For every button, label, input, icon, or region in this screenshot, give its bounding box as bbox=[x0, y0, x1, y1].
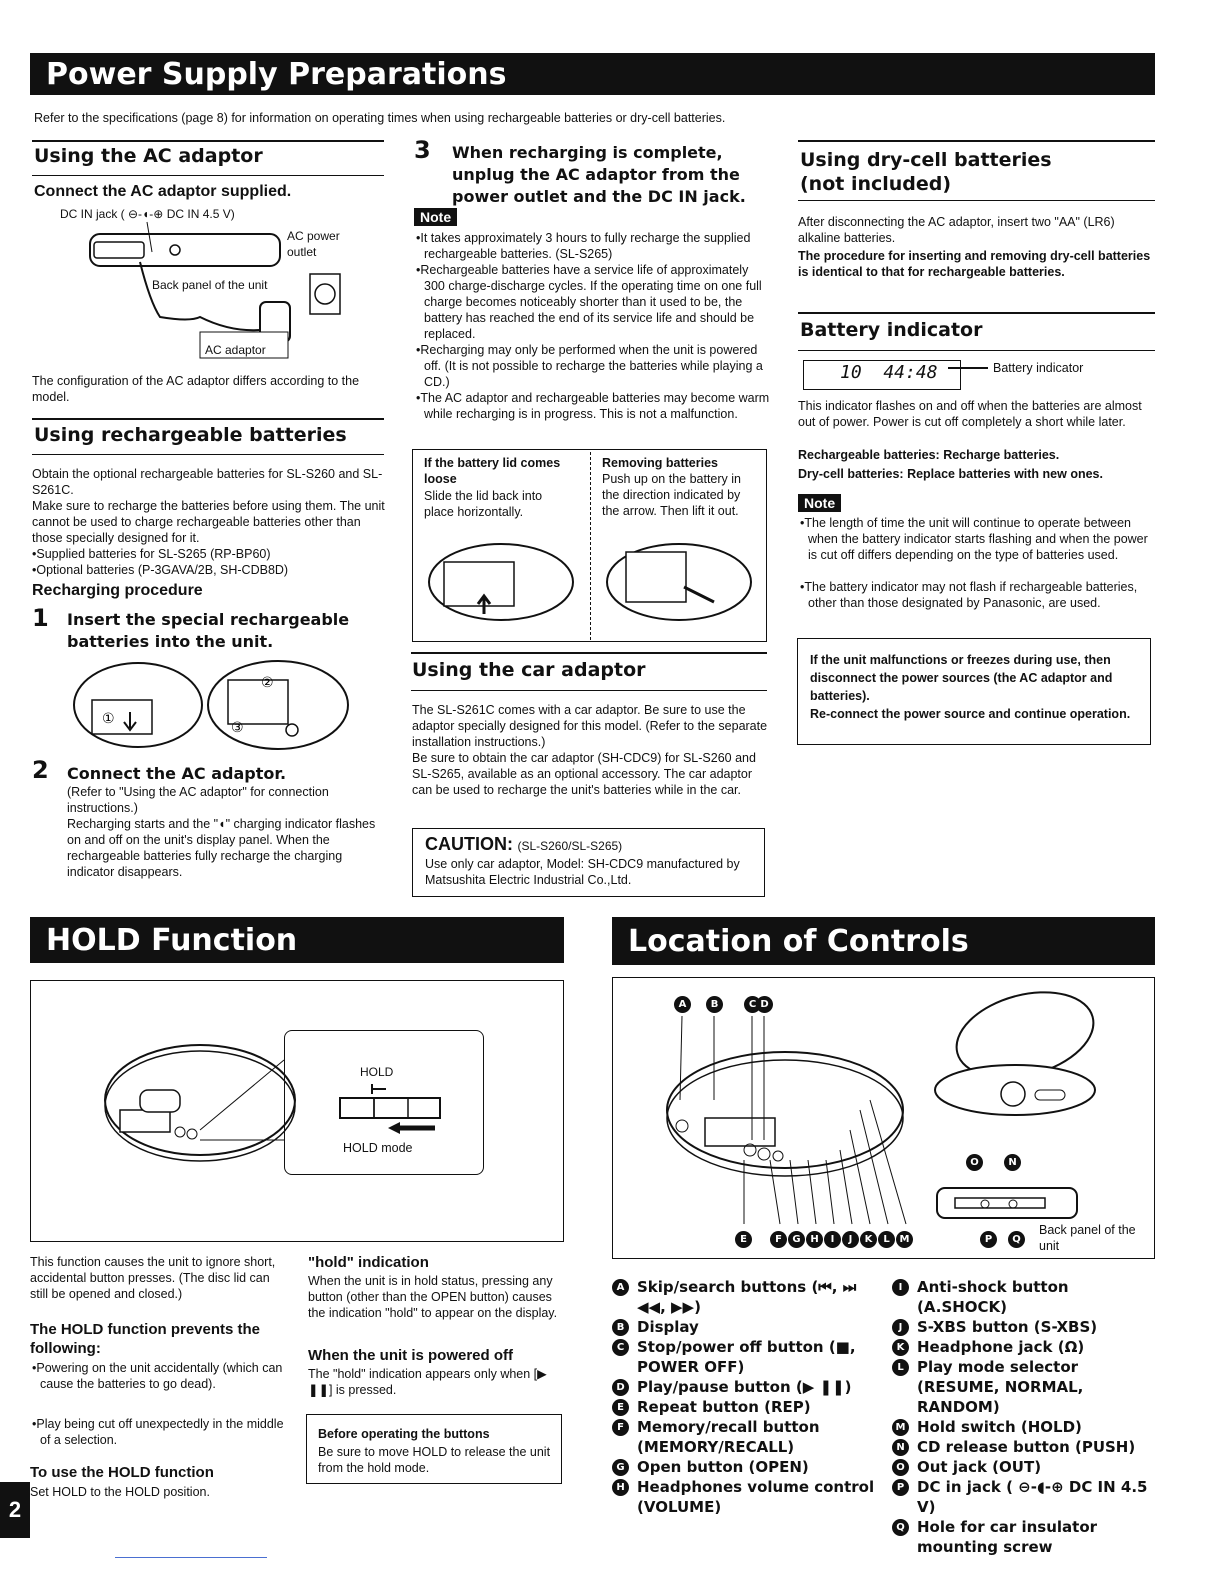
marker-b: B bbox=[706, 996, 723, 1013]
step-3-note-3: •Recharging may only be performed when the unit is powered off. (It is not possible to recharge the batteries while playing a CD.) bbox=[416, 343, 763, 389]
hold-switch-label: HOLD bbox=[360, 1065, 394, 1079]
battery-note-2: •The battery indicator may not flash if rechargeable batteries, other than those designated by Panasonic, are used. bbox=[800, 580, 1138, 610]
location-banner bbox=[612, 917, 1155, 965]
malfunction-text-2: Re-connect the power source and continue operation. bbox=[810, 707, 1131, 721]
marker-e: E bbox=[735, 1231, 752, 1248]
powered-off-text: The "hold" indication appears only when [▶ ❚❚] is pressed. bbox=[308, 1367, 547, 1397]
control-item: C Stop/power off button (■, POWER OFF) bbox=[612, 1337, 882, 1377]
controls-list-right bbox=[892, 1277, 1154, 1557]
hold-indication-heading: "hold" indication bbox=[308, 1254, 429, 1271]
ac-adaptor-label: AC adaptor bbox=[205, 343, 266, 357]
rechargeable-p2: Make sure to recharge the batteries before using them. The unit cannot be used to charge rechargeable batteries other than those specially designed for it. bbox=[32, 499, 385, 545]
battery-indicator-text-2: Rechargeable batteries: Recharge batteries. bbox=[798, 448, 1060, 462]
page-number: 2 bbox=[0, 1482, 30, 1538]
ac-heading: Using the AC adaptor bbox=[34, 145, 263, 167]
marker-f: F bbox=[770, 1231, 787, 1248]
powered-off-heading: When the unit is powered off bbox=[308, 1347, 513, 1364]
divider bbox=[32, 140, 384, 142]
car-adaptor-text-2: Be sure to obtain the car adaptor (SH-CDC9) for SL-S260 and SL-S265, available as an optional accessory. The car adaptor can be used to recharge the unit's batteries while in the car. bbox=[412, 751, 756, 797]
control-item: O Out jack (OUT) bbox=[892, 1457, 1154, 1477]
rechargeable-bullet-1: •Supplied batteries for SL-S265 (RP-BP60) bbox=[32, 547, 271, 561]
divider bbox=[32, 454, 384, 455]
svg-text:②: ② bbox=[261, 675, 274, 691]
controls-list-left bbox=[612, 1277, 882, 1517]
back-panel-label: Back panel of the unit bbox=[1039, 1223, 1136, 1253]
lid-illustration bbox=[426, 542, 576, 622]
step-3-note-2: •Rechargeable batteries have a service life of approximately 300 charge-discharge cycles. If the operating time on one full charge becomes noticeably shorter than it used to be, the battery has reached the end of its service life and should be replaced. bbox=[416, 263, 762, 341]
malfunction-text-1: If the unit malfunctions or freezes during use, then disconnect the power sources (the AC adaptor and batteries). bbox=[810, 653, 1113, 703]
power-intro: Refer to the specifications (page 8) for information on operating times when using rechargeable batteries or dry-cell batteries. bbox=[34, 111, 726, 125]
remove-battery-illustration bbox=[604, 542, 754, 622]
control-item: M Hold switch (HOLD) bbox=[892, 1417, 1154, 1437]
ac-subheading: Connect the AC adaptor supplied. bbox=[34, 183, 292, 200]
before-operating-title: Before operating the buttons bbox=[318, 1427, 490, 1441]
divider bbox=[798, 200, 1155, 201]
back-panel-label: Back panel of the unit bbox=[152, 278, 268, 292]
removing-batteries-text: Push up on the battery in the direction indicated by the arrow. Then lift it out. bbox=[602, 472, 741, 518]
svg-text:③: ③ bbox=[231, 720, 244, 736]
rechargeable-p1: Obtain the optional rechargeable batteries for SL-S260 and SL-S261C. bbox=[32, 467, 383, 497]
ac-config-note: The configuration of the AC adaptor differs according to the model. bbox=[32, 374, 360, 404]
controls-open-unit-illustration bbox=[935, 990, 1115, 1120]
battery-indicator-text-3: Dry-cell batteries: Replace batteries with new ones. bbox=[798, 467, 1103, 481]
power-supply-banner bbox=[30, 53, 1155, 95]
marker-m: M bbox=[896, 1231, 913, 1248]
step-3-title: When recharging is complete, unplug the AC adaptor from the power outlet and the DC IN jack. bbox=[452, 143, 746, 206]
battery-insert-illustration bbox=[68, 660, 358, 756]
hold-text-1: This function causes the unit to ignore short, accidental button presses. (The disc lid can still be opened and closed.) bbox=[30, 1255, 276, 1301]
battery-indicator-line bbox=[948, 367, 988, 369]
rechargeable-bullet-2: •Optional batteries (P-3GAVA/2B, SH-CDB8D) bbox=[32, 563, 289, 577]
battery-indicator-label: Battery indicator bbox=[993, 361, 1084, 375]
divider bbox=[411, 652, 767, 654]
battery-note-1: •The length of time the unit will continue to operate between when the battery indicator starts flashing and when the power is cut off differs depending on the type of batteries used. bbox=[800, 516, 1148, 562]
battery-indicator-heading: Battery indicator bbox=[800, 319, 983, 341]
control-item: D Play/pause button (▶ ❚❚) bbox=[612, 1377, 882, 1397]
to-use-hold-text: Set HOLD to the HOLD position. bbox=[30, 1485, 210, 1499]
dry-cell-heading: Using dry-cell batteries (not included) bbox=[800, 149, 1052, 195]
control-item: B Display bbox=[612, 1317, 882, 1337]
callout-lines bbox=[200, 1030, 290, 1150]
svg-text:①: ① bbox=[102, 711, 115, 727]
control-item: K Headphone jack (Ω) bbox=[892, 1337, 1154, 1357]
marker-q: Q bbox=[1008, 1231, 1025, 1248]
divider bbox=[798, 312, 1155, 314]
marker-j: J bbox=[842, 1231, 859, 1248]
hold-prevent-1: •Powering on the unit accidentally (which can cause the batteries to go dead). bbox=[32, 1361, 283, 1391]
hold-indication-text: When the unit is in hold status, pressing any button (other than the OPEN button) causes the indication "hold" to appear on the display. bbox=[308, 1274, 558, 1320]
dry-cell-text-2: The procedure for inserting and removing dry-cell batteries is identical to that for rechargeable batteries. bbox=[798, 249, 1151, 279]
caution-label: CAUTION: bbox=[425, 834, 513, 854]
marker-d: D bbox=[756, 996, 773, 1013]
step-2-text-2: Recharging starts and the "◖" charging indicator flashes on and off on the unit's display panel. When the rechargeable batteries fully recharge the charging indicator disappears. bbox=[67, 817, 376, 879]
divider bbox=[798, 350, 1155, 351]
hold-prevents: The HOLD function prevents the following: bbox=[30, 1321, 261, 1357]
divider bbox=[32, 418, 384, 420]
step-2-text-1: (Refer to "Using the AC adaptor" for connection instructions.) bbox=[67, 785, 329, 815]
caution-heading bbox=[425, 834, 622, 855]
rechargeable-heading: Using rechargeable batteries bbox=[34, 424, 347, 446]
control-item: J S-XBS button (S-XBS) bbox=[892, 1317, 1154, 1337]
control-item: F Memory/recall button (MEMORY/RECALL) bbox=[612, 1417, 882, 1457]
location-banner-title: Location of Controls bbox=[628, 923, 969, 959]
step-1-number: 1 bbox=[32, 604, 49, 632]
footer-line bbox=[115, 1557, 267, 1558]
caution-text: Use only car adaptor, Model: SH-CDC9 manufactured by Matsushita Electric Industrial Co.,Ltd. bbox=[425, 857, 740, 887]
box-divider bbox=[590, 452, 591, 640]
control-item: N CD release button (PUSH) bbox=[892, 1437, 1154, 1457]
step-1-title: Insert the special rechargeable batteries into the unit. bbox=[67, 610, 350, 651]
battery-indicator-text-1: This indicator flashes on and off when the batteries are almost out of power. Power is cut off completely a short while later. bbox=[798, 399, 1142, 429]
hold-mode-label: HOLD mode bbox=[343, 1141, 413, 1155]
step-3-note-1: •It takes approximately 3 hours to fully recharge the supplied rechargeable batteries. (SL-S265) bbox=[416, 231, 751, 261]
marker-g: G bbox=[788, 1231, 805, 1248]
divider bbox=[798, 140, 1155, 142]
marker-a: A bbox=[674, 996, 691, 1013]
banner-title: Power Supply Preparations bbox=[46, 56, 507, 92]
note-badge: Note bbox=[798, 494, 841, 513]
control-item: I Anti-shock button (A.SHOCK) bbox=[892, 1277, 1154, 1317]
hold-banner-title: HOLD Function bbox=[46, 922, 298, 958]
control-item: G Open button (OPEN) bbox=[612, 1457, 882, 1477]
car-adaptor-text-1: The SL-S261C comes with a car adaptor. Be sure to use the adaptor specially designed for this model. (Refer to the separate installation instructions.) bbox=[412, 703, 768, 749]
marker-k: K bbox=[860, 1231, 877, 1248]
outlet-label: AC power outlet bbox=[287, 229, 340, 259]
recharging-procedure-heading: Recharging procedure bbox=[32, 582, 203, 599]
marker-i: I bbox=[824, 1231, 841, 1248]
step-3-note-4: •The AC adaptor and rechargeable batteries may become warm while recharging is in progress. This is not a malfunction. bbox=[416, 391, 770, 421]
control-item: H Headphones volume control (VOLUME) bbox=[612, 1477, 882, 1517]
divider bbox=[411, 690, 767, 691]
before-operating-text: Be sure to move HOLD to release the unit from the hold mode. bbox=[318, 1445, 551, 1475]
control-item: Q Hole for car insulator mounting screw bbox=[892, 1517, 1154, 1557]
lid-loose-title: If the battery lid comes loose bbox=[424, 456, 561, 486]
control-item: A Skip/search buttons (⏮, ⏭ ◀◀, ▶▶) bbox=[612, 1277, 882, 1317]
dcin-label: DC IN jack ( ⊖-◖-⊕ DC IN 4.5 V) bbox=[60, 207, 235, 221]
control-item: P DC in jack ( ⊖-◖-⊕ DC IN 4.5 V) bbox=[892, 1477, 1154, 1517]
step-2-number: 2 bbox=[32, 756, 49, 784]
car-adaptor-heading: Using the car adaptor bbox=[412, 659, 646, 681]
removing-batteries-title: Removing batteries bbox=[602, 456, 719, 470]
step-3-number: 3 bbox=[414, 136, 431, 164]
step-2-title: Connect the AC adaptor. bbox=[67, 764, 287, 783]
note-badge: Note bbox=[414, 208, 457, 227]
marker-c: C bbox=[744, 996, 761, 1013]
controls-leader-lines bbox=[640, 1010, 940, 1240]
battery-display-readout: 10 44:48 bbox=[840, 362, 938, 383]
lid-loose-text: Slide the lid back into place horizontally. bbox=[424, 489, 543, 519]
hold-banner bbox=[30, 917, 564, 963]
dry-cell-text-1: After disconnecting the AC adaptor, insert two "AA" (LR6) alkaline batteries. bbox=[798, 215, 1115, 245]
control-item: E Repeat button (REP) bbox=[612, 1397, 882, 1417]
hold-switch-illustration bbox=[330, 1080, 450, 1140]
marker-o: O bbox=[966, 1154, 983, 1171]
marker-l: L bbox=[878, 1231, 895, 1248]
marker-h: H bbox=[806, 1231, 823, 1248]
divider bbox=[32, 175, 384, 176]
control-item: L Play mode selector (RESUME, NORMAL, RANDOM) bbox=[892, 1357, 1154, 1417]
marker-n: N bbox=[1004, 1154, 1021, 1171]
hold-prevent-2: •Play being cut off unexpectedly in the middle of a selection. bbox=[32, 1417, 284, 1447]
marker-p: P bbox=[980, 1231, 997, 1248]
to-use-hold: To use the HOLD function bbox=[30, 1464, 214, 1481]
caution-models: (SL-S260/SL-S265) bbox=[517, 839, 623, 853]
